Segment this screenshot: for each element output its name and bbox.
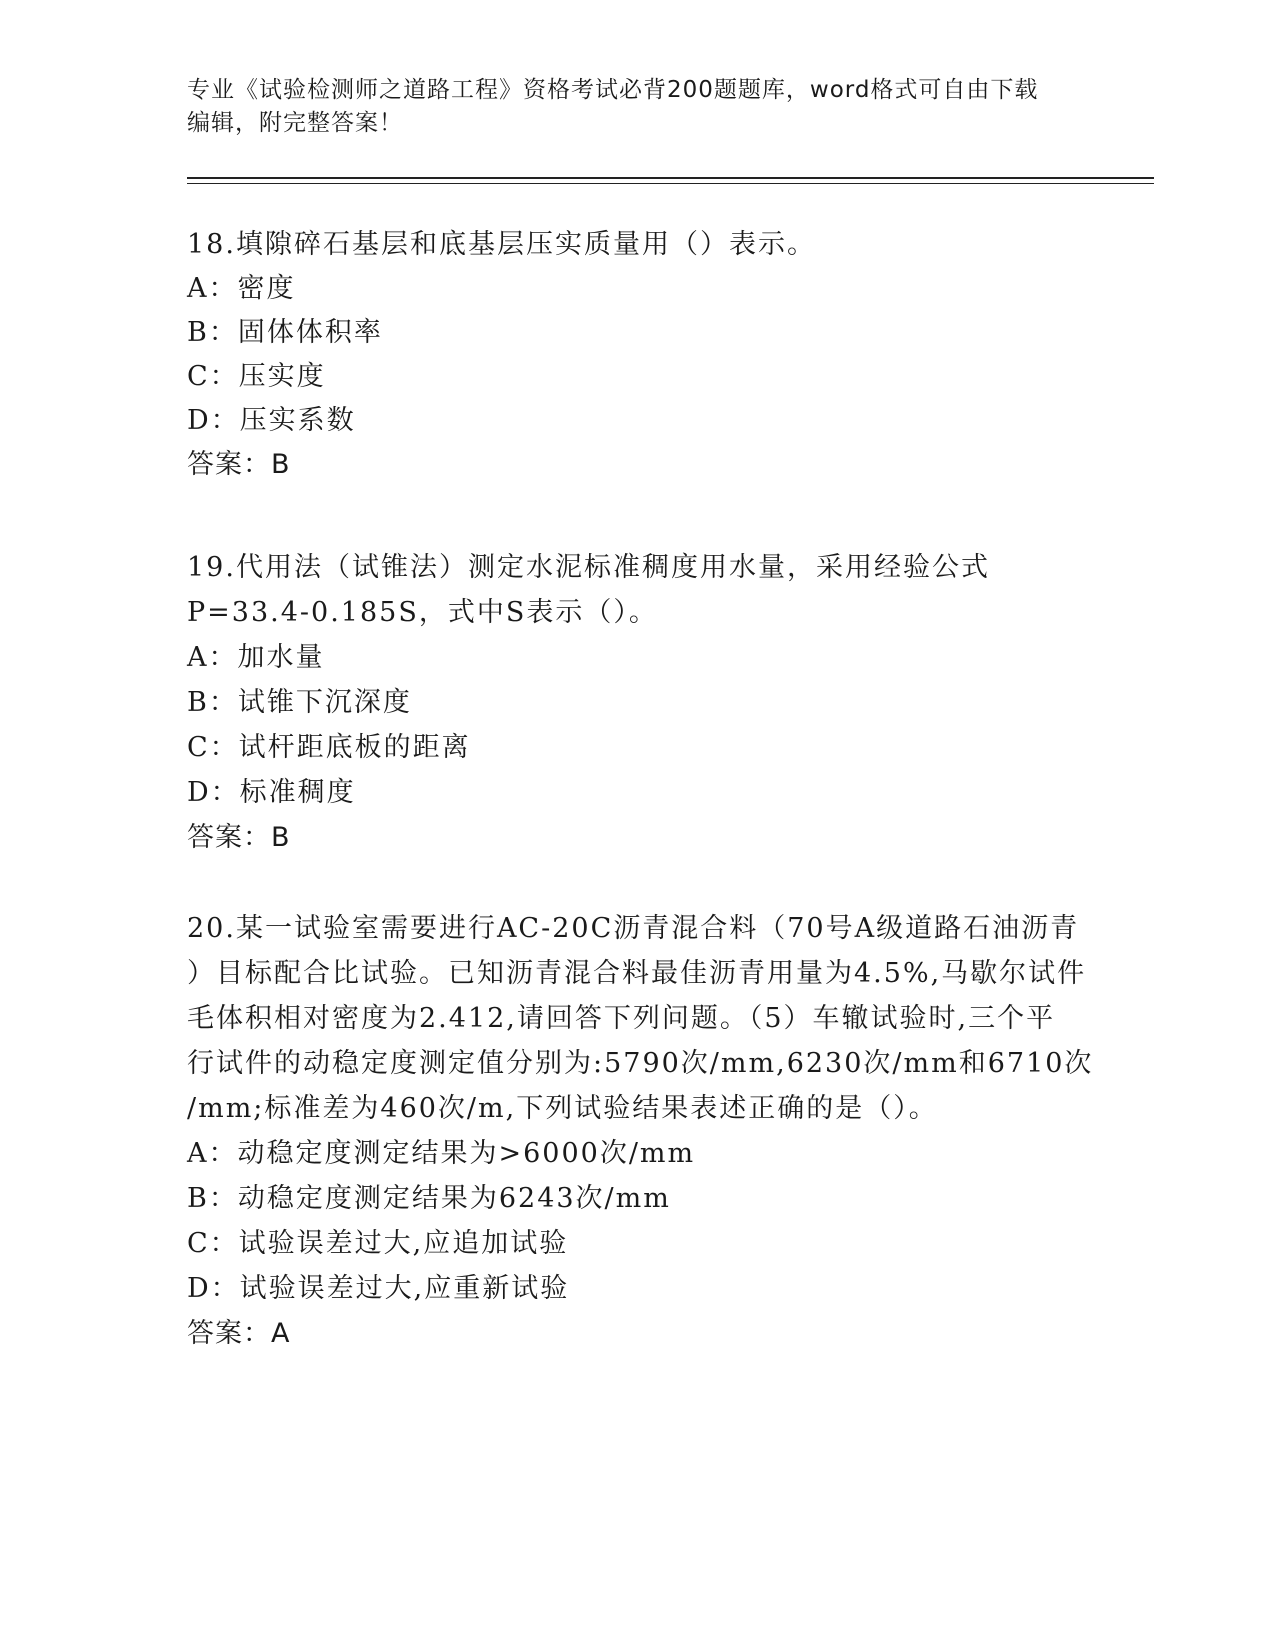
question-20-stem-line-3: 毛体积相对密度为2.412,请回答下列问题。（5）车辙试验时,三个平 xyxy=(187,1003,1056,1034)
question-19-stem-line-1: 19.代用法（试锥法）测定水泥标准稠度用水量，采用经验公式 xyxy=(187,552,990,583)
question-19-option-d: D：标准稠度 xyxy=(187,777,356,808)
question-19-option-a: A：加水量 xyxy=(187,642,325,673)
question-20-option-c: C：试验误差过大,应追加试验 xyxy=(187,1228,569,1259)
question-20-option-a: A：动稳定度测定结果为>6000次/mm xyxy=(187,1138,696,1169)
document-header xyxy=(187,74,1087,140)
question-18-answer: 答案：B xyxy=(187,449,291,480)
header-divider-thick xyxy=(187,177,1154,179)
question-18-option-b: B：固体体积率 xyxy=(187,317,383,348)
header-line-1: 专业《试验检测师之道路工程》资格考试必背200题题库，word格式可自由下载 xyxy=(187,77,1039,103)
question-20-option-b: B：动稳定度测定结果为6243次/mm xyxy=(187,1183,671,1214)
question-20-stem-line-1: 20.某一试验室需要进行AC-20C沥青混合料（70号A级道路石油沥青 xyxy=(187,913,1080,944)
question-19-stem-line-2: P=33.4-0.185S，式中S表示（）。 xyxy=(187,597,658,628)
header-divider-thin xyxy=(187,183,1154,184)
question-20-answer: 答案：A xyxy=(187,1318,291,1349)
header-line-2: 编辑，附完整答案！ xyxy=(187,110,403,136)
question-20-stem-line-2: ）目标配合比试验。已知沥青混合料最佳沥青用量为4.5%,马歇尔试件 xyxy=(187,958,1087,989)
question-20-stem-line-5: /mm;标准差为460次/m,下列试验结果表述正确的是（）。 xyxy=(187,1093,938,1124)
question-19-option-c: C：试杆距底板的距离 xyxy=(187,732,471,763)
question-19-option-b: B：试锥下沉深度 xyxy=(187,687,412,718)
question-20-stem-line-4: 行试件的动稳定度测定值分别为:5790次/mm,6230次/mm和6710次 xyxy=(187,1048,1094,1079)
question-20-option-d: D：试验误差过大,应重新试验 xyxy=(187,1273,570,1304)
question-18-option-d: D：压实系数 xyxy=(187,405,356,436)
question-18-option-a: A：密度 xyxy=(187,273,296,304)
question-19-answer: 答案：B xyxy=(187,822,291,853)
question-18-option-c: C：压实度 xyxy=(187,361,326,392)
question-18-stem-line-1: 18.填隙碎石基层和底基层压实质量用（）表示。 xyxy=(187,229,816,260)
